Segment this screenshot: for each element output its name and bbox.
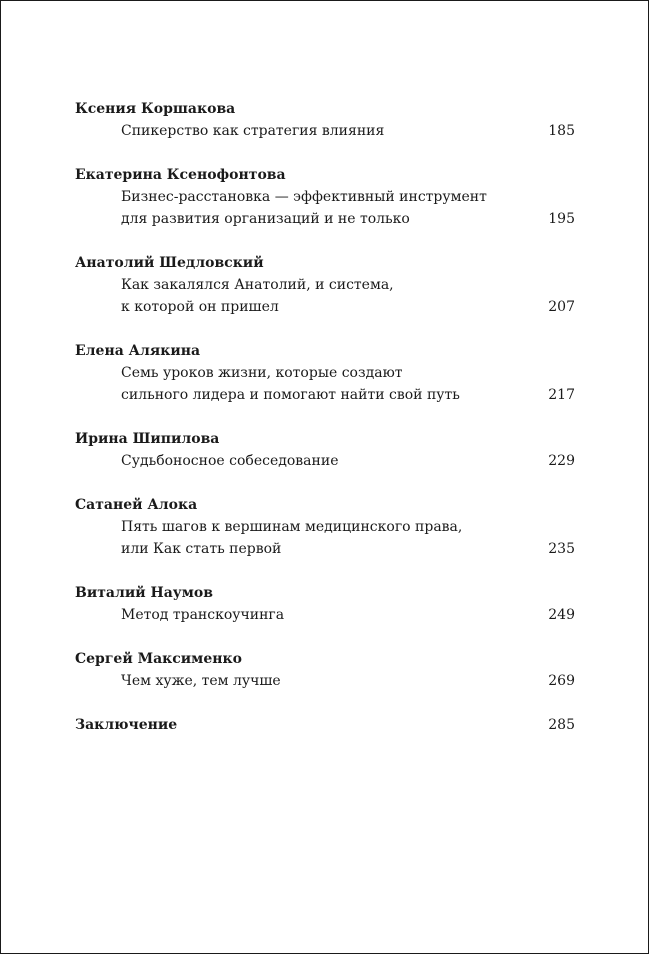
toc-entry bbox=[75, 340, 575, 406]
toc-title-line: для развития организаций и не только bbox=[121, 211, 410, 227]
toc-author: Сатаней Алока bbox=[75, 497, 198, 513]
toc-author: Екатерина Ксенофонтова bbox=[75, 167, 286, 183]
toc-entry bbox=[75, 428, 575, 472]
toc-page-number: 195 bbox=[548, 211, 575, 227]
toc-entry bbox=[75, 164, 575, 230]
toc-entry bbox=[75, 648, 575, 692]
toc-title-line: Бизнес-расстановка — эффективный инструмент bbox=[121, 189, 487, 205]
toc-title-block bbox=[75, 120, 575, 142]
toc-entry bbox=[75, 98, 575, 142]
toc-author: Сергей Максименко bbox=[75, 651, 242, 667]
toc-title-block bbox=[75, 362, 575, 406]
toc-title-line: или Как стать первой bbox=[121, 541, 282, 557]
toc-author: Ксения Коршакова bbox=[75, 101, 236, 117]
toc-conclusion-label: Заключение bbox=[75, 717, 178, 733]
toc-title-block bbox=[75, 450, 575, 472]
toc-title-line: Пять шагов к вершинам медицинского права, bbox=[121, 519, 463, 535]
toc-author: Елена Алякина bbox=[75, 343, 201, 359]
toc-title-line: к которой он пришел bbox=[121, 299, 279, 315]
toc-title-line: Спикерство как стратегия влияния bbox=[121, 123, 385, 139]
toc-title-block bbox=[75, 516, 575, 560]
toc-title-line: Как закалялся Анатолий, и система, bbox=[121, 277, 394, 293]
toc-page-number: 249 bbox=[548, 607, 575, 623]
toc-title-line: Судьбоносное собеседование bbox=[121, 453, 339, 469]
toc-entry bbox=[75, 582, 575, 626]
toc-page-number: 207 bbox=[548, 299, 575, 315]
toc-author: Анатолий Шедловский bbox=[75, 255, 264, 271]
toc-title-block bbox=[75, 670, 575, 692]
toc-title-block bbox=[75, 604, 575, 626]
toc-title-line: сильного лидера и помогают найти свой путь bbox=[121, 387, 460, 403]
toc-page-number: 185 bbox=[548, 123, 575, 139]
toc-conclusion bbox=[75, 714, 575, 736]
toc-entry bbox=[75, 494, 575, 560]
toc-page-number: 235 bbox=[548, 541, 575, 557]
toc-page-number: 269 bbox=[548, 673, 575, 689]
toc-title-line: Семь уроков жизни, которые создают bbox=[121, 365, 403, 381]
toc-entry bbox=[75, 252, 575, 318]
toc-title-block bbox=[75, 186, 575, 230]
toc-author: Виталий Наумов bbox=[75, 585, 213, 601]
toc-page-number: 217 bbox=[548, 387, 575, 403]
toc-page-number: 229 bbox=[548, 453, 575, 469]
toc-author: Ирина Шипилова bbox=[75, 431, 220, 447]
toc-title-line: Чем хуже, тем лучше bbox=[121, 673, 281, 689]
table-of-contents bbox=[75, 98, 575, 736]
toc-page-number: 285 bbox=[548, 717, 575, 733]
toc-title-line: Метод транскоучинга bbox=[121, 607, 285, 623]
toc-title-block bbox=[75, 274, 575, 318]
